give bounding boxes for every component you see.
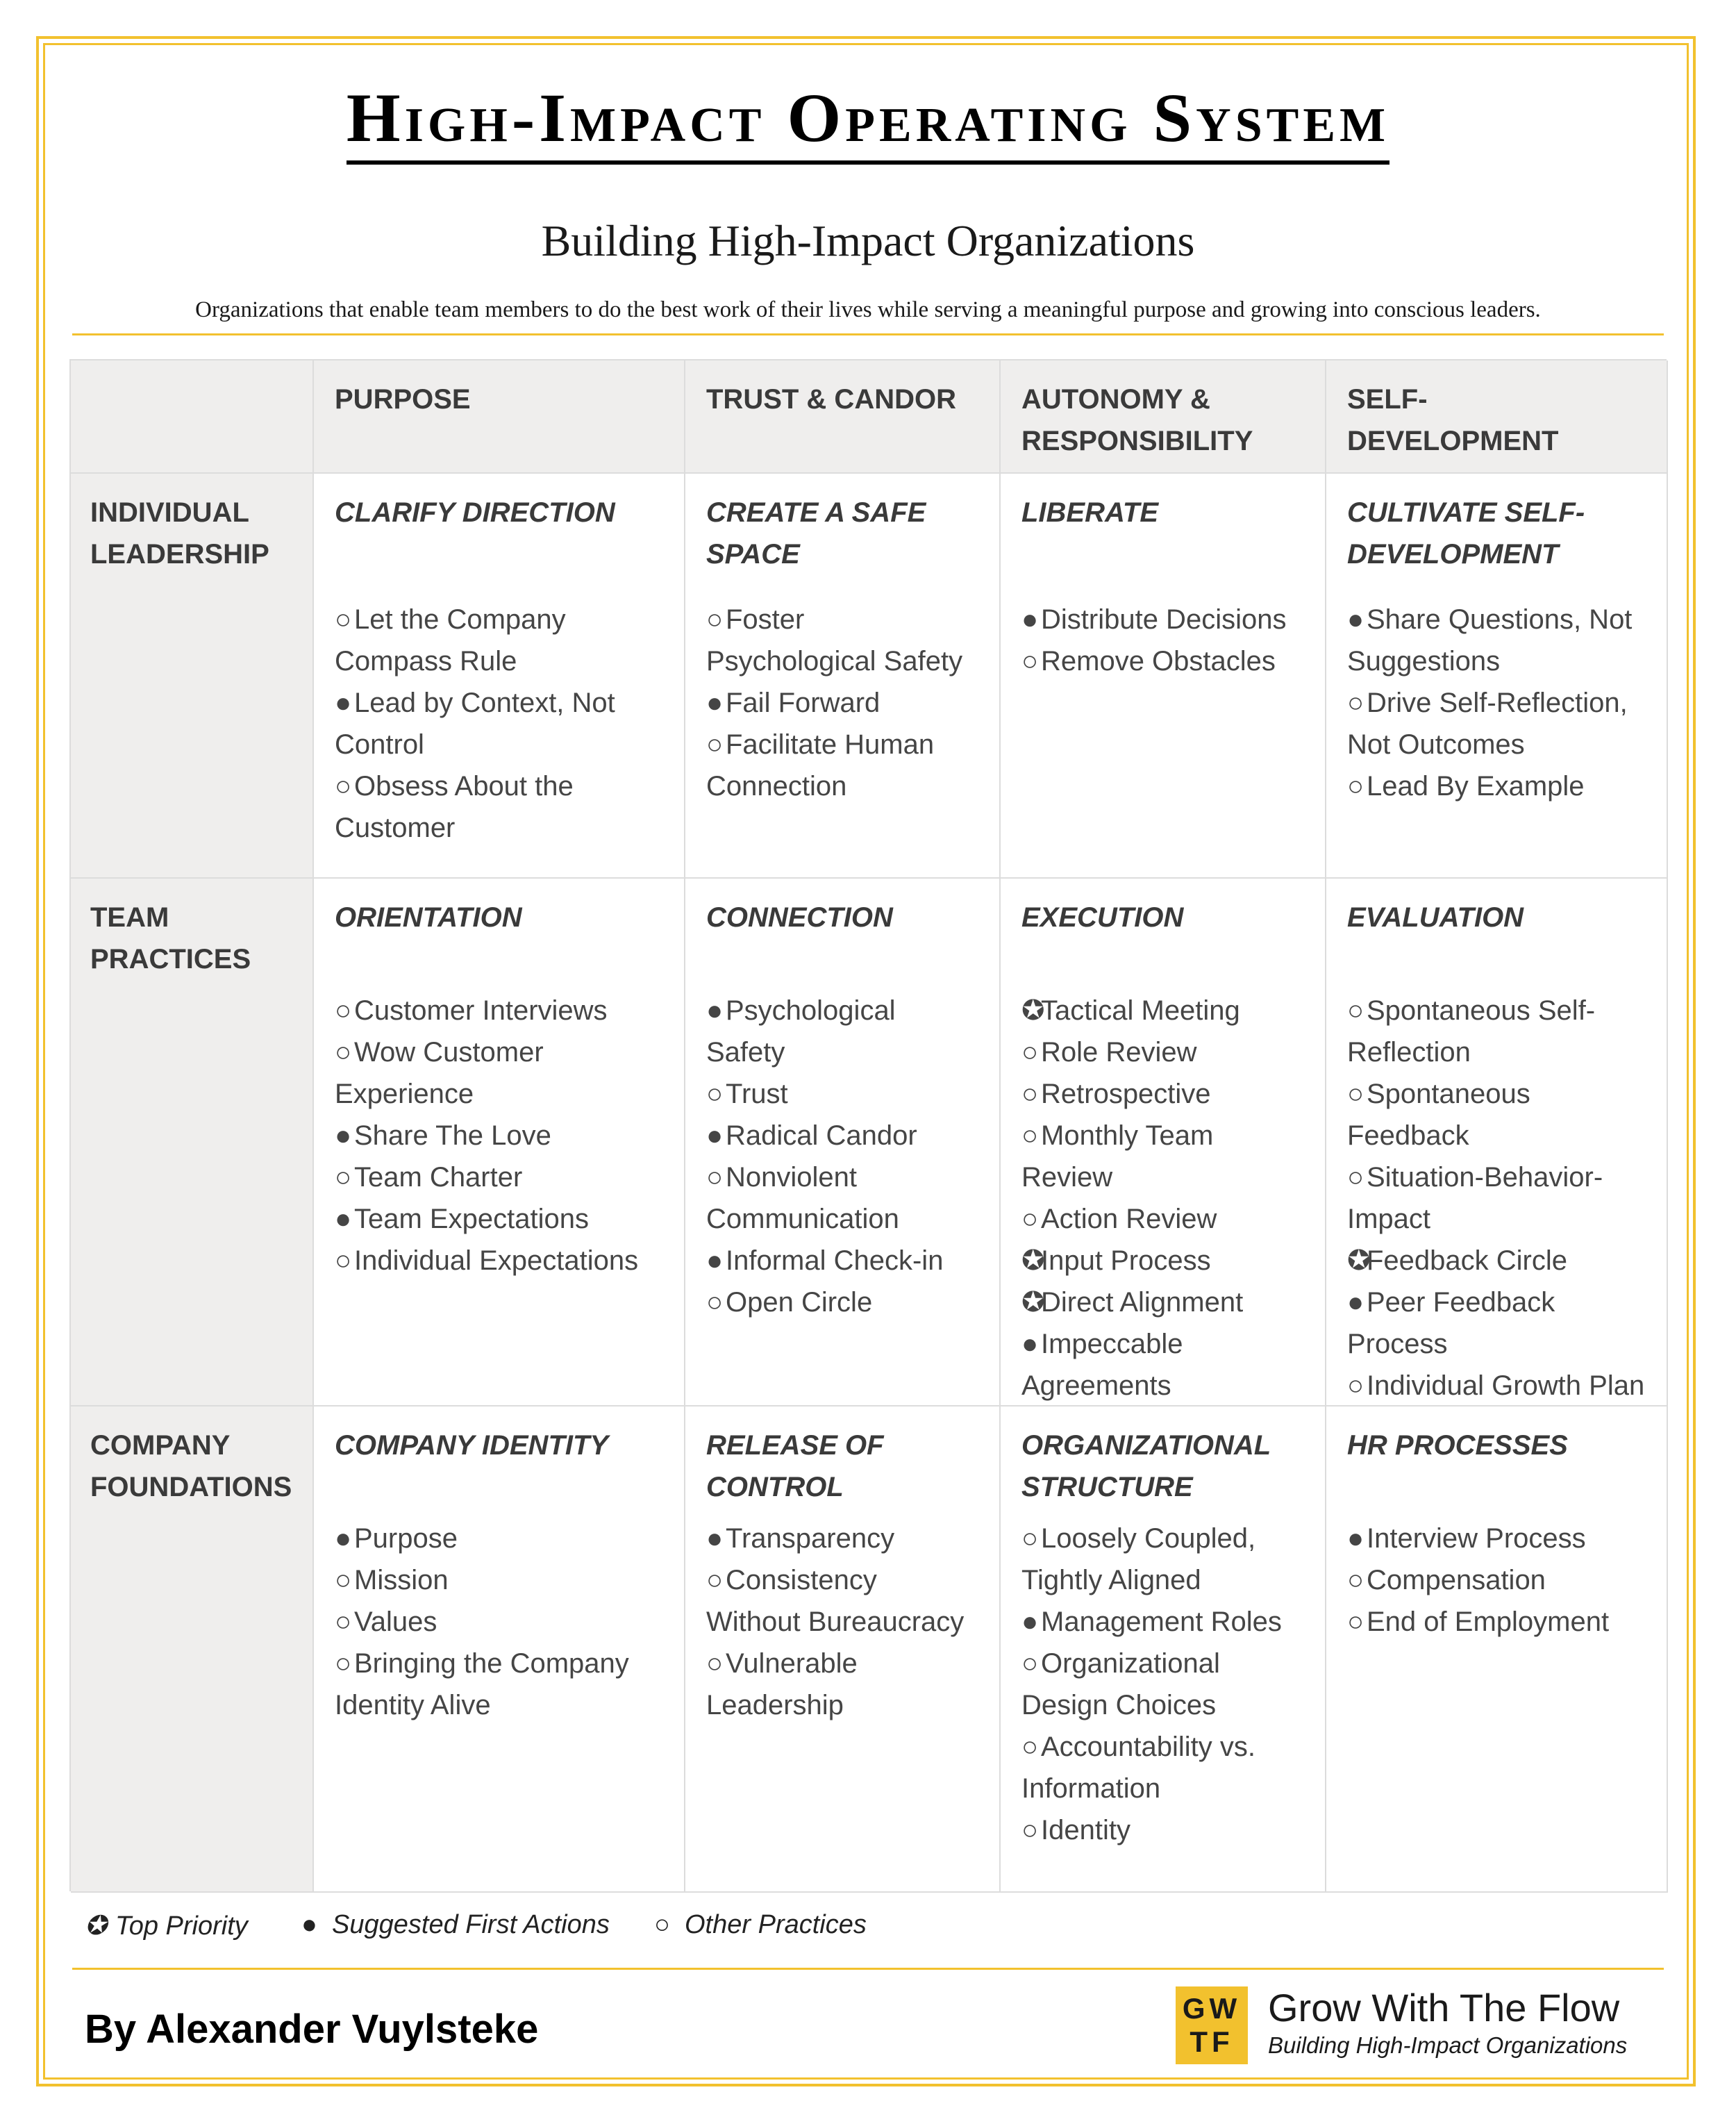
other-practice-bullet-icon: ○	[1021, 1037, 1039, 1068]
practice-item	[335, 1115, 638, 1156]
practice-item	[1021, 1281, 1243, 1323]
top-priority-icon: ✪	[1021, 1245, 1045, 1276]
legend-item	[301, 1910, 610, 1940]
practice-item	[706, 1240, 943, 1281]
practice-list	[335, 599, 615, 849]
practice-item	[1021, 1115, 1243, 1198]
practice-label: Vulnerable Leadership	[706, 1648, 858, 1720]
practice-label: Loosely Coupled, Tightly Aligned	[1021, 1523, 1256, 1595]
other-practice-bullet-icon: ○	[1347, 995, 1364, 1026]
practice-item	[335, 1601, 629, 1643]
practice-item	[1021, 1518, 1282, 1601]
table-cell	[1001, 879, 1326, 1407]
practice-item	[1021, 1726, 1282, 1809]
cell-title: HR PROCESSES	[1347, 1430, 1568, 1461]
practice-item	[1021, 1809, 1282, 1851]
other-practice-bullet-icon: ○	[1347, 1079, 1364, 1109]
practice-item	[1021, 1240, 1243, 1281]
other-practice-bullet-icon: ○	[1021, 1120, 1039, 1151]
other-practice-bullet-icon: ○	[1021, 1204, 1039, 1234]
practice-item	[1347, 990, 1644, 1073]
other-practice-bullet-icon: ○	[1021, 1523, 1039, 1554]
cell-title: ORGANIZATIONAL STRUCTURE	[1021, 1430, 1271, 1502]
practice-label: Spontaneous Self- Reflection	[1347, 995, 1596, 1068]
practice-item	[335, 1156, 638, 1198]
other-practice-bullet-icon: ○	[335, 1565, 352, 1595]
practice-label: Purpose	[354, 1523, 458, 1554]
practice-label: Share Questions, Not Suggestions	[1347, 604, 1633, 677]
practice-item	[1347, 765, 1632, 807]
practice-item	[706, 682, 962, 724]
other-practice-bullet-icon: ○	[1021, 1732, 1039, 1762]
practice-label: Drive Self-Reflection, Not Outcomes	[1347, 688, 1628, 760]
practice-list	[335, 990, 638, 1281]
cell-title: ORIENTATION	[335, 902, 522, 933]
practice-item	[1021, 599, 1286, 640]
column-header-label: SELF-DEVELOPMENT	[1347, 384, 1559, 456]
first-action-bullet-icon: ●	[335, 1120, 352, 1151]
practice-label: Feedback Circle	[1367, 1245, 1568, 1276]
practice-label: Remove Obstacles	[1041, 646, 1276, 677]
other-practice-bullet-icon: ○	[1347, 1370, 1364, 1401]
practice-item	[706, 599, 962, 682]
practice-item	[1021, 1198, 1243, 1240]
other-practice-bullet-icon: ○	[706, 1079, 724, 1109]
practice-label: Share The Love	[354, 1120, 551, 1151]
column-header	[685, 360, 1001, 474]
divider-bottom	[72, 1968, 1664, 1970]
practice-label: Accountability vs. Information	[1021, 1732, 1256, 1804]
practice-item	[706, 1156, 943, 1240]
practice-label: Individual Expectations	[354, 1245, 639, 1276]
page-title	[0, 79, 1736, 156]
practice-item	[1347, 682, 1632, 765]
practice-label: Foster Psychological Safety	[706, 604, 963, 677]
practice-item	[1347, 1601, 1609, 1643]
practice-item	[335, 599, 615, 682]
practice-list	[706, 599, 962, 807]
column-header	[1326, 360, 1668, 474]
practice-item	[335, 990, 638, 1031]
table-cell	[1001, 1407, 1326, 1893]
practice-label: Team Charter	[354, 1162, 523, 1193]
practice-label: Bringing the Company Identity Alive	[335, 1648, 629, 1720]
brand-tagline: Building High-Impact Organizations	[1268, 2032, 1628, 2058]
cell-title: EXECUTION	[1021, 902, 1184, 933]
other-practice-bullet-icon: ○	[335, 995, 352, 1026]
table-cell	[314, 879, 685, 1407]
practice-label: Spontaneous Feedback	[1347, 1079, 1530, 1151]
other-practice-bullet-icon: ○	[335, 771, 352, 802]
practice-list	[1347, 599, 1632, 807]
first-action-bullet-icon: ●	[335, 688, 352, 718]
row-header-label: INDIVIDUAL LEADERSHIP	[90, 497, 269, 570]
practice-label: Nonviolent Communication	[706, 1162, 899, 1234]
practice-label: End of Employment	[1367, 1607, 1610, 1637]
legend-label: Top Priority	[115, 1911, 248, 1941]
practice-item	[706, 724, 962, 807]
practice-label: Wow Customer Experience	[335, 1037, 544, 1109]
other-practice-bullet-icon: ○	[706, 604, 724, 635]
practice-item	[706, 1115, 943, 1156]
practice-label: Customer Interviews	[354, 995, 608, 1026]
practice-item	[335, 765, 615, 849]
first-action-bullet-icon: ●	[706, 1523, 724, 1554]
practice-label: Retrospective	[1041, 1079, 1211, 1109]
cell-title: EVALUATION	[1347, 902, 1524, 933]
table-cell	[685, 879, 1001, 1407]
practice-list	[706, 990, 943, 1323]
practice-label: Action Review	[1041, 1204, 1217, 1234]
column-header-label: AUTONOMY & RESPONSIBILITY	[1021, 384, 1253, 456]
tagline: Organizations that enable team members to do the best work of their lives while serving a meaningful purpose and growing into conscious leaders.	[195, 297, 1541, 322]
practice-item	[706, 1643, 964, 1726]
row-header	[71, 1407, 314, 1893]
top-priority-icon: ✪	[1347, 1245, 1371, 1276]
practice-list	[706, 1518, 964, 1726]
cell-title: CREATE A SAFE SPACE	[706, 497, 926, 570]
row-header	[71, 879, 314, 1407]
other-practice-bullet-icon: ○	[1021, 1079, 1039, 1109]
practice-label: Individual Growth Plan	[1367, 1370, 1645, 1401]
practice-label: Transparency	[726, 1523, 895, 1554]
cell-title: CULTIVATE SELF- DEVELOPMENT	[1347, 497, 1585, 570]
practice-label: Let the Company Compass Rule	[335, 604, 566, 677]
practice-label: Management Roles	[1041, 1607, 1282, 1637]
other-practice-bullet-icon: ○	[335, 1648, 352, 1679]
first-action-bullet-icon: ●	[1021, 1329, 1039, 1359]
row-header-label: COMPANY FOUNDATIONS	[90, 1430, 292, 1502]
other-practice-bullet-icon: ○	[335, 604, 352, 635]
table-cell	[1326, 474, 1668, 879]
other-practice-bullet-icon: ○	[335, 1607, 352, 1637]
first-action-bullet-icon: ●	[706, 688, 724, 718]
practice-list	[1021, 990, 1243, 1407]
practice-item	[335, 1240, 638, 1281]
table-cell	[1326, 1407, 1668, 1893]
practice-item	[1021, 640, 1286, 682]
other-practice-bullet-icon: ○	[706, 1648, 724, 1679]
other-practice-bullet-icon: ○	[706, 1565, 724, 1595]
practice-item	[1347, 1518, 1609, 1559]
practice-label: Role Review	[1041, 1037, 1197, 1068]
practice-label: Impeccable Agreements	[1021, 1329, 1183, 1401]
first-action-bullet-icon: ●	[335, 1523, 352, 1554]
practice-item	[1347, 1156, 1644, 1240]
practice-item	[1021, 1323, 1243, 1407]
practice-label: Team Expectations	[354, 1204, 589, 1234]
cell-title: LIBERATE	[1021, 497, 1159, 528]
first-action-bullet-icon: ●	[706, 1120, 724, 1151]
page-title-text: High-Impact Operating System	[347, 79, 1389, 165]
practice-item	[1347, 1281, 1644, 1365]
other-practice-bullet-icon: ○	[706, 729, 724, 760]
practice-list	[1347, 1518, 1609, 1643]
other-practice-bullet-icon: ○	[1347, 688, 1364, 718]
column-header-label: PURPOSE	[335, 384, 471, 415]
practice-item	[1347, 1240, 1644, 1281]
first-action-bullet-icon: ●	[1021, 1607, 1039, 1637]
column-header	[314, 360, 685, 474]
other-practice-bullet-icon: ○	[706, 1287, 724, 1318]
header-corner	[71, 360, 314, 474]
row-header	[71, 474, 314, 879]
other-practice-bullet-icon: ○	[1347, 1607, 1364, 1637]
practice-label: Lead By Example	[1367, 771, 1585, 802]
practice-item	[706, 1073, 943, 1115]
cell-title: RELEASE OF CONTROL	[706, 1430, 884, 1502]
practice-label: Facilitate Human Connection	[706, 729, 935, 802]
practice-list	[1021, 599, 1286, 682]
practice-item	[335, 1518, 629, 1559]
practice-label: Monthly Team Review	[1021, 1120, 1214, 1193]
other-practice-bullet-icon: ○	[335, 1162, 352, 1193]
practice-label: Interview Process	[1367, 1523, 1586, 1554]
practice-label: Peer Feedback Process	[1347, 1287, 1555, 1359]
practice-item	[706, 1281, 943, 1323]
practice-item	[706, 1518, 964, 1559]
other-practice-bullet-icon: ○	[1347, 1162, 1364, 1193]
first-action-bullet-icon: ●	[1347, 1523, 1364, 1554]
practice-item	[1021, 1601, 1282, 1643]
practice-label: Informal Check-in	[726, 1245, 944, 1276]
first-action-bullet-icon: ●	[1347, 1287, 1364, 1318]
practice-label: Direct Alignment	[1041, 1287, 1244, 1318]
practice-label: Tactical Meeting	[1041, 995, 1240, 1026]
practice-item	[1021, 990, 1243, 1031]
practice-item	[335, 1559, 629, 1601]
practice-item	[1347, 1073, 1644, 1156]
practice-label: Identity	[1041, 1815, 1130, 1845]
practice-item	[706, 1559, 964, 1643]
other-practice-bullet-icon: ○	[335, 1245, 352, 1276]
practice-item	[1347, 599, 1632, 682]
table-cell	[314, 1407, 685, 1893]
practice-item	[1347, 1365, 1644, 1407]
practice-item	[1021, 1031, 1243, 1073]
top-priority-icon: ✪	[1021, 1287, 1045, 1318]
first-action-bullet-icon: ●	[1021, 604, 1039, 635]
other-practice-bullet-icon: ○	[654, 1910, 670, 1939]
cell-title: COMPANY IDENTITY	[335, 1430, 609, 1461]
other-practice-bullet-icon: ○	[706, 1162, 724, 1193]
column-header	[1001, 360, 1326, 474]
other-practice-bullet-icon: ○	[1021, 1815, 1039, 1845]
practice-label: Consistency Without Bureaucracy	[706, 1565, 965, 1637]
practice-label: Psychological Safety	[706, 995, 896, 1068]
first-action-bullet-icon: ●	[1347, 604, 1364, 635]
other-practice-bullet-icon: ○	[1021, 646, 1039, 677]
other-practice-bullet-icon: ○	[1347, 771, 1364, 802]
brand-name: Grow With The Flow	[1268, 1986, 1620, 2030]
first-action-bullet-icon: ●	[706, 1245, 724, 1276]
cell-title: CLARIFY DIRECTION	[335, 497, 615, 528]
practice-item	[335, 1198, 638, 1240]
table-cell	[685, 474, 1001, 879]
top-priority-icon: ✪	[1021, 995, 1045, 1026]
practice-label: Lead by Context, Not Control	[335, 688, 615, 760]
practice-label: Values	[354, 1607, 437, 1637]
divider-top	[72, 333, 1664, 335]
other-practice-bullet-icon: ○	[335, 1037, 352, 1068]
practice-list	[1347, 990, 1644, 1407]
first-action-bullet-icon: ●	[706, 995, 724, 1026]
practice-label: Obsess About the Customer	[335, 771, 574, 843]
table-cell	[685, 1407, 1001, 1893]
gwtf-logo: GW TF	[1176, 1986, 1248, 2064]
practice-item	[1021, 1073, 1243, 1115]
practice-list	[1021, 1518, 1282, 1851]
legend-item	[654, 1910, 867, 1940]
column-header-label: TRUST & CANDOR	[706, 384, 956, 415]
first-action-bullet-icon: ●	[335, 1204, 352, 1234]
practice-label: Situation-Behavior- Impact	[1347, 1162, 1603, 1234]
subtitle: Building High-Impact Organizations	[541, 216, 1195, 265]
practice-item	[706, 990, 943, 1073]
practice-item	[335, 1643, 629, 1726]
practice-label: Mission	[354, 1565, 449, 1595]
practice-label: Input Process	[1041, 1245, 1211, 1276]
cell-title: CONNECTION	[706, 902, 893, 933]
top-priority-icon: ✪	[85, 1911, 107, 1941]
first-action-bullet-icon: ●	[301, 1910, 317, 1939]
other-practice-bullet-icon: ○	[1347, 1565, 1364, 1595]
legend-label: Suggested First Actions	[332, 1910, 610, 1939]
practice-label: Compensation	[1367, 1565, 1546, 1595]
table-cell	[1326, 879, 1668, 1407]
legend-label: Other Practices	[685, 1910, 867, 1939]
other-practice-bullet-icon: ○	[1021, 1648, 1039, 1679]
practice-label: Distribute Decisions	[1041, 604, 1287, 635]
table-cell	[314, 474, 685, 879]
practice-item	[335, 1031, 638, 1115]
legend-item	[85, 1910, 248, 1941]
practice-label: Organizational Design Choices	[1021, 1648, 1220, 1720]
practice-list	[335, 1518, 629, 1726]
table-cell	[1001, 474, 1326, 879]
practice-label: Radical Candor	[726, 1120, 917, 1151]
practice-item	[1347, 1559, 1609, 1601]
practice-label: Fail Forward	[726, 688, 880, 718]
row-header-label: TEAM PRACTICES	[90, 902, 251, 974]
operating-system-table	[69, 359, 1667, 1891]
practice-item	[335, 682, 615, 765]
author: By Alexander Vuylsteke	[85, 2007, 539, 2052]
practice-label: Open Circle	[726, 1287, 873, 1318]
practice-label: Trust	[726, 1079, 788, 1109]
practice-item	[1021, 1643, 1282, 1726]
